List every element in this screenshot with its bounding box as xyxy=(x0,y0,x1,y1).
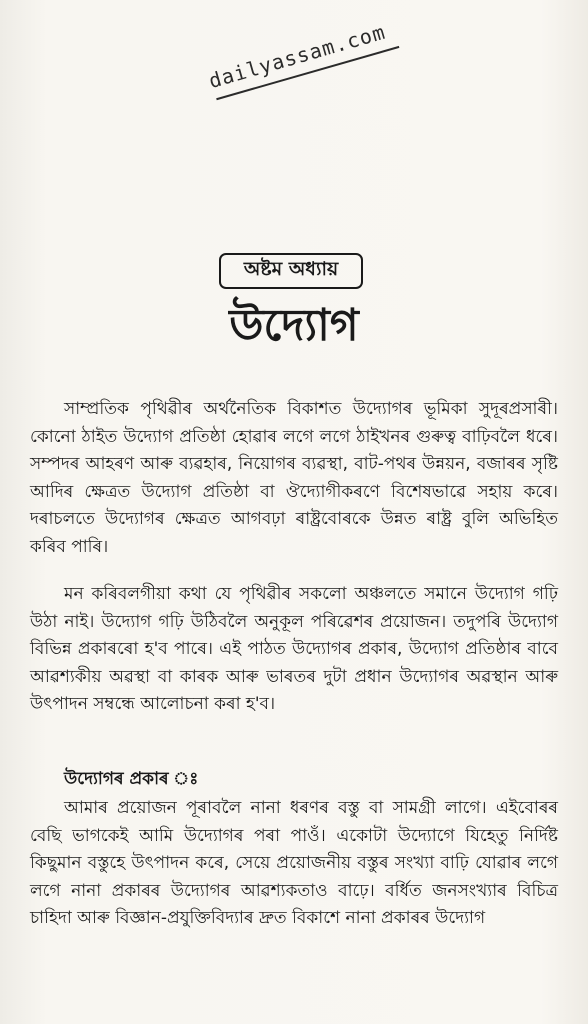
section-paragraph: আমাৰ প্ৰয়োজন পূৰাবলৈ নানা ধৰণৰ বস্তু বা সামগ্ৰী লাগে। এইবোৰৰ বেছি ভাগকেই আমি উদ্যোগৰ পৰা পাওঁ। একোটা উদ্যোগে যিহেতু নিৰ্দিষ্ট কিছুমান বস্তুহে উৎপাদন কৰে, সেয়ে প্ৰয়োজনীয় বস্তুৰ সংখ্যা বাঢ়ি যোৱাৰ লগে লগে নানা প্ৰকাৰৰ উদ্যোগৰ আৱশ্যকতাও বাঢ়ে। বৰ্ধিত জনসংখ্যাৰ বিচিত্ৰ চাহিদা আৰু বিজ্ঞান-প্ৰযুক্তিবিদ্যাৰ দ্ৰুত বিকাশে নানা প্ৰকাৰৰ উদ্যোগ xyxy=(30,798,558,928)
watermark-text: dailyassam.com xyxy=(206,19,389,94)
paragraph-2: মন কৰিবলগীয়া কথা যে পৃথিৱীৰ সকলো অঞ্চলতে সমানে উদ্যোগ গঢ়ি উঠা নাই। উদ্যোগ গঢ়ি উঠিবলৈ অনুকূল পৰিৱেশৰ প্ৰয়োজন। তদুপৰি উদ্যোগ বিভিন্ন প্ৰকাৰৰো হ'ব পাৰে। এই পাঠত উদ্যোগৰ প্ৰকাৰ, উদ্যোগ প্ৰতিষ্ঠাৰ বাবে আৱশ্যকীয় অৱস্থা বা কাৰক আৰু ভাৰতৰ দুটা প্ৰধান উদ্যোগৰ অৱস্থান আৰু উৎপাদন সম্বন্ধে আলোচনা কৰা হ'ব। xyxy=(30,584,558,714)
section-heading: উদ্যোগৰ প্ৰকাৰ ঃ xyxy=(64,769,199,789)
paragraph-1: সাম্প্রতিক পৃথিৱীৰ অৰ্থনৈতিক বিকাশত উদ্যোগৰ ভূমিকা সুদূৰপ্ৰসাৰী। কোনো ঠাইত উদ্যোগ প্ৰতিষ্ঠা হোৱাৰ লগে লগে ঠাইখনৰ গুৰুত্ব বাঢ়িবলৈ ধৰে। সম্পদৰ আহৰণ আৰু ব্যৱহাৰ, নিয়োগৰ ব্যৱস্থা, বাট-পথৰ উন্নয়ন, বজাৰৰ সৃষ্টি আদিৰ ক্ষেত্ৰত উদ্যোগ প্ৰতিষ্ঠা বা ঔদ্যোগীকৰণে বিশেষভাৱে সহায় কৰে। দৰাচলতে উদ্যোগৰ ক্ষেত্ৰত আগবঢ়া ৰাষ্ট্ৰবোৰকে উন্নত ৰাষ্ট্ৰ বুলি অভিহিত কৰিব পাৰি। xyxy=(30,399,558,557)
watermark-stamp xyxy=(206,15,416,134)
chapter-title: উদ্যোগ xyxy=(229,300,359,351)
chapter-label: অষ্টম অধ্যায় xyxy=(219,253,363,289)
